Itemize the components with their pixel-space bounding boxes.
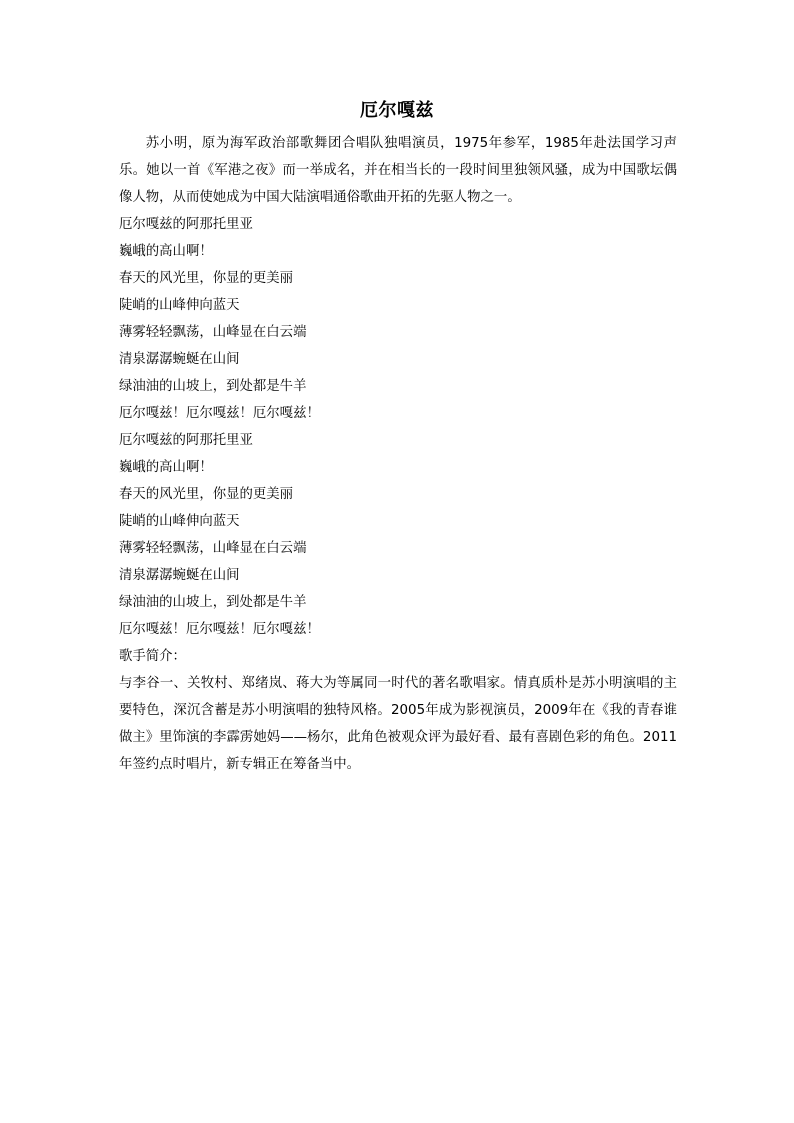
lyric-line: 厄尔嘎兹的阿那托里亚 xyxy=(119,217,253,232)
intro-paragraph: 苏小明，原为海军政治部歌舞团合唱队独唱演员，1975年参军，1985年赴法国学习声乐。她以一首《军港之夜》而一举成名，并在相当长的一段时间里独领风骚，成为中国歌坛偶像人物，从而使她成为中国大陆演唱通俗歌曲开拓的先驱人物之一。 xyxy=(119,136,677,205)
lyric-line: 厄尔嘎兹的阿那托里亚 xyxy=(119,433,253,448)
lyric-line: 绿油油的山坡上，到处都是牛羊 xyxy=(119,595,307,610)
lyric-line: 巍峨的高山啊！ xyxy=(119,244,213,259)
lyric-line: 厄尔嘎兹！厄尔嘎兹！厄尔嘎兹！ xyxy=(119,622,320,637)
lyric-line: 陡峭的山峰伸向蓝天 xyxy=(119,514,240,529)
lyric-line: 巍峨的高山啊！ xyxy=(119,460,213,475)
lyric-line: 春天的风光里，你显的更美丽 xyxy=(119,271,294,286)
lyric-line: 薄雾轻轻飘荡，山峰显在白云端 xyxy=(119,325,307,340)
bio-paragraph: 与李谷一、关牧村、郑绪岚、蒋大为等属同一时代的著名歌唱家。情真质朴是苏小明演唱的主要特色，深沉含蓄是苏小明演唱的独特风格。2005年成为影视演员，2009年在《我的青春谁做主》里饰演的李霹雳她妈——杨尔，此角色被观众评为最好看、最有喜剧色彩的角色。2011年签约点时唱片，新专辑正在筹备当中。 xyxy=(119,676,677,772)
lyric-line: 春天的风光里，你显的更美丽 xyxy=(119,487,294,502)
lyric-line: 厄尔嘎兹！厄尔嘎兹！厄尔嘎兹！ xyxy=(119,406,320,421)
bio-heading: 歌手简介： xyxy=(119,649,186,664)
lyric-line: 清泉潺潺蜿蜒在山间 xyxy=(119,568,240,583)
lyric-line: 薄雾轻轻飘荡，山峰显在白云端 xyxy=(119,541,307,556)
page-title: 厄尔嘎兹 xyxy=(360,100,434,121)
lyric-line: 清泉潺潺蜿蜒在山间 xyxy=(119,352,240,367)
lyric-line: 陡峭的山峰伸向蓝天 xyxy=(119,298,240,313)
lyrics-block xyxy=(119,211,677,643)
lyric-line: 绿油油的山坡上，到处都是牛羊 xyxy=(119,379,307,394)
document-body xyxy=(119,130,677,778)
